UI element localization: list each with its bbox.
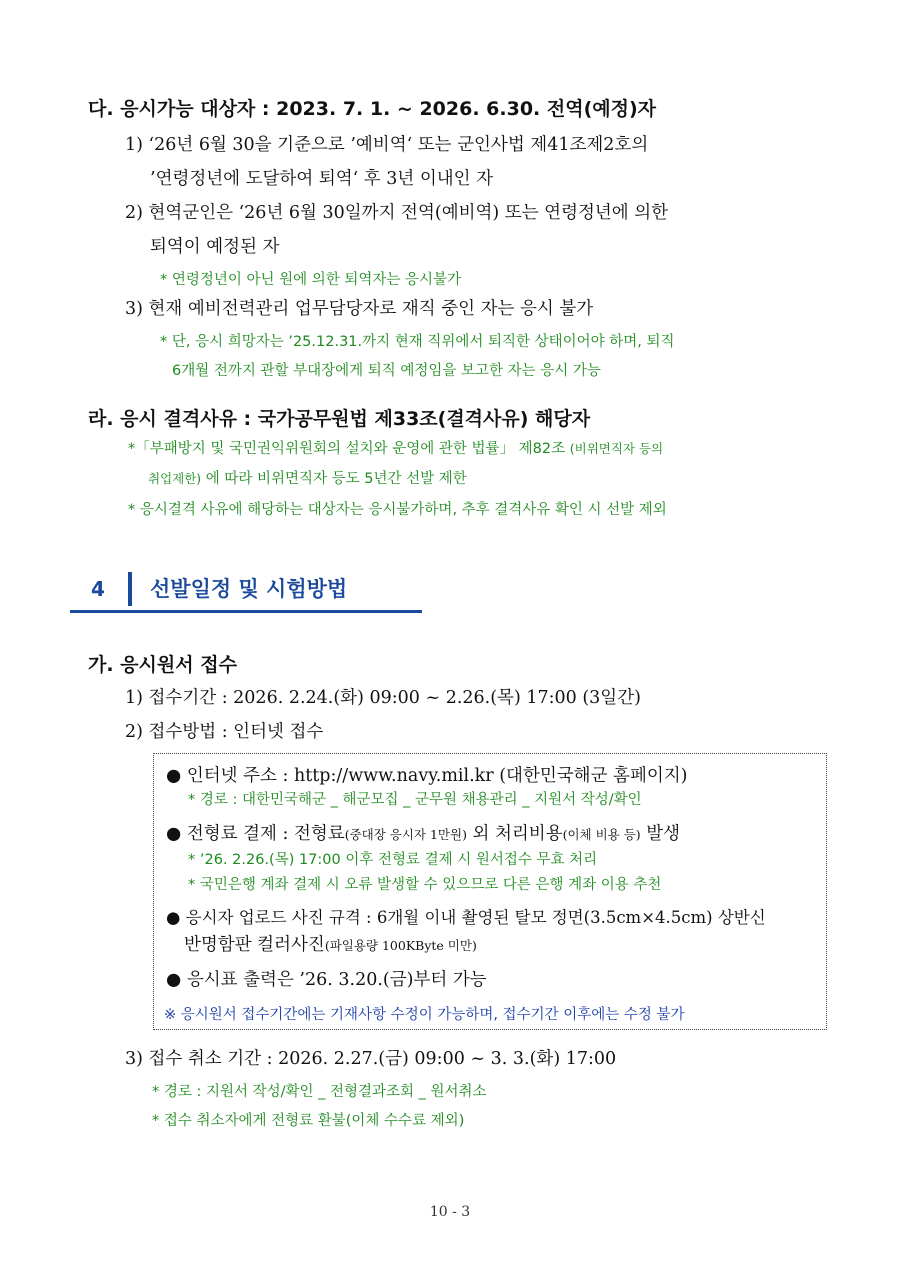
note-text: * 접수 취소자에게 전형료 환불(이체 수수료 제외) — [152, 1113, 465, 1129]
note-small: (비위면직자 등의 — [569, 441, 664, 456]
bullet-icon: ● — [166, 824, 182, 844]
bullet-text: 전형료 결제 : 전형료 — [186, 824, 345, 844]
note-main: 에 따라 비위면직자 등도 5년간 선발 제한 — [205, 471, 467, 487]
note-text: * 단, 응시 희망자는 ’25.12.31.까지 현재 직위에서 퇴직한 상태이어야 하며, 퇴직 — [160, 334, 675, 350]
bullet-item — [166, 762, 687, 787]
bullet-item — [166, 820, 680, 845]
bullet-text: 발생 — [640, 824, 681, 844]
bullet-item — [166, 966, 487, 991]
bullet-icon: ● — [166, 766, 182, 786]
section-number: 4 — [91, 577, 105, 601]
bullet-item-continuation — [184, 931, 477, 956]
note-text: * 경로 : 지원서 작성/확인 _ 전형결과조회 _ 원서취소 — [152, 1084, 487, 1100]
section-heading-da: 다. 응시가능 대상자 : 2023. 7. 1. ~ 2026. 6.30. 전역(예정)자 — [88, 98, 657, 120]
bullet-text: 응시표 출력은 ’26. 3.20.(금)부터 가능 — [186, 970, 487, 990]
bullet-text-small: (중대장 응시자 1만원) — [344, 827, 467, 842]
note-text: * 연령정년이 아닌 원에 의한 퇴역자는 응시불가 — [160, 272, 462, 288]
bullet-text-small: (이체 비용 등) — [562, 827, 641, 842]
list-item-continuation: 퇴역이 예정된 자 — [150, 237, 280, 257]
list-item: 3) 현재 예비전력관리 업무담당자로 재직 중인 자는 응시 불가 — [125, 299, 594, 319]
bullet-text: 외 처리비용 — [466, 824, 563, 844]
note-text-continuation: 6개월 전까지 관할 부대장에게 퇴직 예정임을 보고한 자는 응시 가능 — [172, 363, 601, 379]
note-text: * 응시결격 사유에 해당하는 대상자는 응시불가하며, 추후 결격사유 확인 시 선발 제외 — [128, 502, 667, 518]
section-title: 선발일정 및 시험방법 — [150, 577, 348, 601]
section-4-header — [70, 568, 422, 612]
list-item: 2) 현역군인은 ‘26년 6월 30일까지 전역(예비역) 또는 연령정년에 의한 — [125, 203, 669, 223]
section-divider-bar — [128, 572, 132, 606]
bullet-text: 인터넷 주소 : http://www.navy.mil.kr (대한민국해군 홈페이지) — [186, 766, 688, 786]
section-heading-ra: 라. 응시 결격사유 : 국가공무원법 제33조(결격사유) 해당자 — [88, 408, 591, 430]
note-main: *「부패방지 및 국민권익위원회의 설치와 운영에 관한 법률」 제82조 — [128, 441, 566, 457]
list-item: 1) 접수기간 : 2026. 2.24.(화) 09:00 ~ 2.26.(목) 17:00 (3일간) — [125, 688, 641, 708]
section-heading-ga: 가. 응시원서 접수 — [88, 654, 237, 676]
bullet-icon: ● — [166, 908, 181, 927]
list-item: 3) 접수 취소 기간 : 2026. 2.27.(금) 09:00 ~ 3. 3.(화) 17:00 — [125, 1049, 617, 1069]
note-text: * 경로 : 대한민국해군 _ 해군모집 _ 군무원 채용관리 _ 지원서 작성/확인 — [188, 792, 642, 808]
note-text: * ’26. 2.26.(목) 17:00 이후 전형료 결제 시 원서접수 무효 처리 — [188, 852, 598, 868]
bullet-icon: ● — [166, 970, 182, 990]
note-text: * 국민은행 계좌 결제 시 오류 발생할 수 있으므로 다른 은행 계좌 이용 추천 — [188, 877, 662, 893]
list-item-continuation: ’연령정년에 도달하여 퇴역‘ 후 3년 이내인 자 — [150, 169, 494, 189]
bullet-text: 응시자 업로드 사진 규격 : 6개월 이내 촬영된 탈모 정면(3.5cm×4.5cm) 상반신 — [185, 908, 766, 927]
list-item: 2) 접수방법 : 인터넷 접수 — [125, 722, 324, 742]
bullet-text-small: (파일용량 100KByte 미만) — [324, 938, 477, 953]
note-small: 취업제한) — [148, 471, 202, 486]
note-text-continuation — [148, 467, 467, 488]
note-text — [128, 437, 663, 458]
list-item: 1) ‘26년 6월 30을 기준으로 ’예비역‘ 또는 군인사법 제41조제2호의 — [125, 135, 649, 155]
page-number: 10 - 3 — [429, 1204, 471, 1220]
bullet-item — [166, 904, 766, 928]
warning-note: ※ 응시원서 접수기간에는 기재사항 수정이 가능하며, 접수기간 이후에는 수정 불가 — [164, 1007, 685, 1023]
info-box — [153, 753, 827, 1030]
section-underline — [70, 610, 422, 613]
bullet-text: 반명함판 컬러사진 — [184, 935, 325, 955]
